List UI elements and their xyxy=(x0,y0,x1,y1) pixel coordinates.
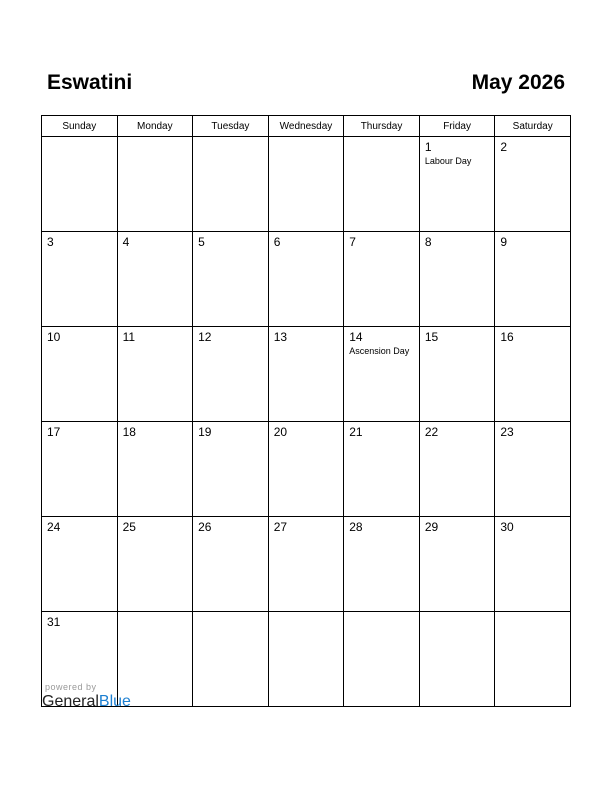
day-cell[interactable] xyxy=(495,327,571,422)
week-row xyxy=(42,232,571,327)
day-number: 21 xyxy=(349,425,363,439)
day-number: 25 xyxy=(122,520,136,534)
day-number: 2 xyxy=(500,140,508,154)
brand-blue-text: Blue xyxy=(98,693,131,710)
day-number: 26 xyxy=(198,520,212,534)
day-number: 13 xyxy=(273,330,288,344)
holiday-label: Labour Day xyxy=(424,156,472,166)
day-cell xyxy=(419,612,495,707)
week-row xyxy=(42,137,571,232)
day-cell[interactable] xyxy=(268,517,344,612)
day-number: 27 xyxy=(273,520,288,534)
week-row xyxy=(42,517,571,612)
day-number: 18 xyxy=(122,425,136,439)
weekday-sunday: Sunday xyxy=(42,116,118,137)
day-number: 23 xyxy=(500,425,514,439)
day-cell xyxy=(268,137,344,232)
day-cell[interactable] xyxy=(193,232,269,327)
week-row xyxy=(42,422,571,517)
day-cell[interactable] xyxy=(193,327,269,422)
day-number: 5 xyxy=(198,235,205,249)
day-cell[interactable] xyxy=(419,232,495,327)
day-cell[interactable] xyxy=(495,517,571,612)
day-cell[interactable] xyxy=(42,232,118,327)
day-cell[interactable] xyxy=(419,422,495,517)
day-number: 28 xyxy=(349,520,363,534)
day-number: 20 xyxy=(273,425,288,439)
day-cell[interactable] xyxy=(495,137,571,232)
month-year-title: May 2026 xyxy=(471,71,565,94)
day-cell[interactable] xyxy=(193,517,269,612)
day-cell[interactable] xyxy=(495,422,571,517)
day-cell xyxy=(193,137,269,232)
day-number: 12 xyxy=(198,330,212,344)
generalblue-logo[interactable] xyxy=(42,693,131,711)
day-number: 17 xyxy=(47,425,61,439)
day-cell[interactable] xyxy=(344,232,420,327)
day-number: 11 xyxy=(122,330,136,344)
day-number: 31 xyxy=(47,615,61,629)
brand-general-text: General xyxy=(42,693,99,710)
weekday-tuesday: Tuesday xyxy=(193,116,269,137)
day-cell[interactable] xyxy=(268,232,344,327)
day-number: 24 xyxy=(47,520,61,534)
day-cell xyxy=(344,612,420,707)
weekday-wednesday: Wednesday xyxy=(268,116,344,137)
day-cell[interactable] xyxy=(419,137,495,232)
weekday-thursday: Thursday xyxy=(344,116,420,137)
day-number: 9 xyxy=(500,235,508,249)
day-cell[interactable] xyxy=(42,517,118,612)
day-cell[interactable] xyxy=(344,517,420,612)
day-cell xyxy=(268,612,344,707)
weekday-saturday: Saturday xyxy=(495,116,571,137)
day-cell xyxy=(495,612,571,707)
powered-by-label: powered by xyxy=(45,682,97,692)
day-cell[interactable] xyxy=(117,232,193,327)
holiday-label: Ascension Day xyxy=(349,346,410,356)
country-title: Eswatini xyxy=(47,71,133,94)
day-number: 1 xyxy=(424,140,432,154)
day-number: 7 xyxy=(349,235,356,249)
day-cell[interactable] xyxy=(268,422,344,517)
day-number: 15 xyxy=(424,330,439,344)
day-number: 29 xyxy=(424,520,439,534)
day-cell xyxy=(42,137,118,232)
day-cell xyxy=(117,137,193,232)
day-number: 10 xyxy=(47,330,61,344)
weekday-header-row xyxy=(42,116,571,137)
day-cell[interactable] xyxy=(117,422,193,517)
day-cell[interactable] xyxy=(117,517,193,612)
day-number: 4 xyxy=(122,235,130,249)
day-cell[interactable] xyxy=(344,422,420,517)
day-number: 14 xyxy=(349,330,363,344)
day-cell[interactable] xyxy=(344,327,420,422)
day-number: 30 xyxy=(500,520,514,534)
day-cell[interactable] xyxy=(117,327,193,422)
week-row xyxy=(42,327,571,422)
day-number: 22 xyxy=(424,425,439,439)
calendar-grid xyxy=(41,115,571,707)
day-cell xyxy=(344,137,420,232)
day-number: 8 xyxy=(424,235,432,249)
day-number: 16 xyxy=(500,330,514,344)
day-cell[interactable] xyxy=(193,422,269,517)
day-cell[interactable] xyxy=(268,327,344,422)
day-cell[interactable] xyxy=(495,232,571,327)
footer-branding xyxy=(42,682,131,711)
weekday-monday: Monday xyxy=(117,116,193,137)
day-cell xyxy=(193,612,269,707)
calendar-weeks xyxy=(42,137,571,707)
day-cell[interactable] xyxy=(419,517,495,612)
day-cell[interactable] xyxy=(419,327,495,422)
day-number: 3 xyxy=(47,235,54,249)
day-cell[interactable] xyxy=(42,422,118,517)
day-number: 6 xyxy=(273,235,281,249)
weekday-friday: Friday xyxy=(419,116,495,137)
day-cell[interactable] xyxy=(42,327,118,422)
day-number: 19 xyxy=(198,425,212,439)
